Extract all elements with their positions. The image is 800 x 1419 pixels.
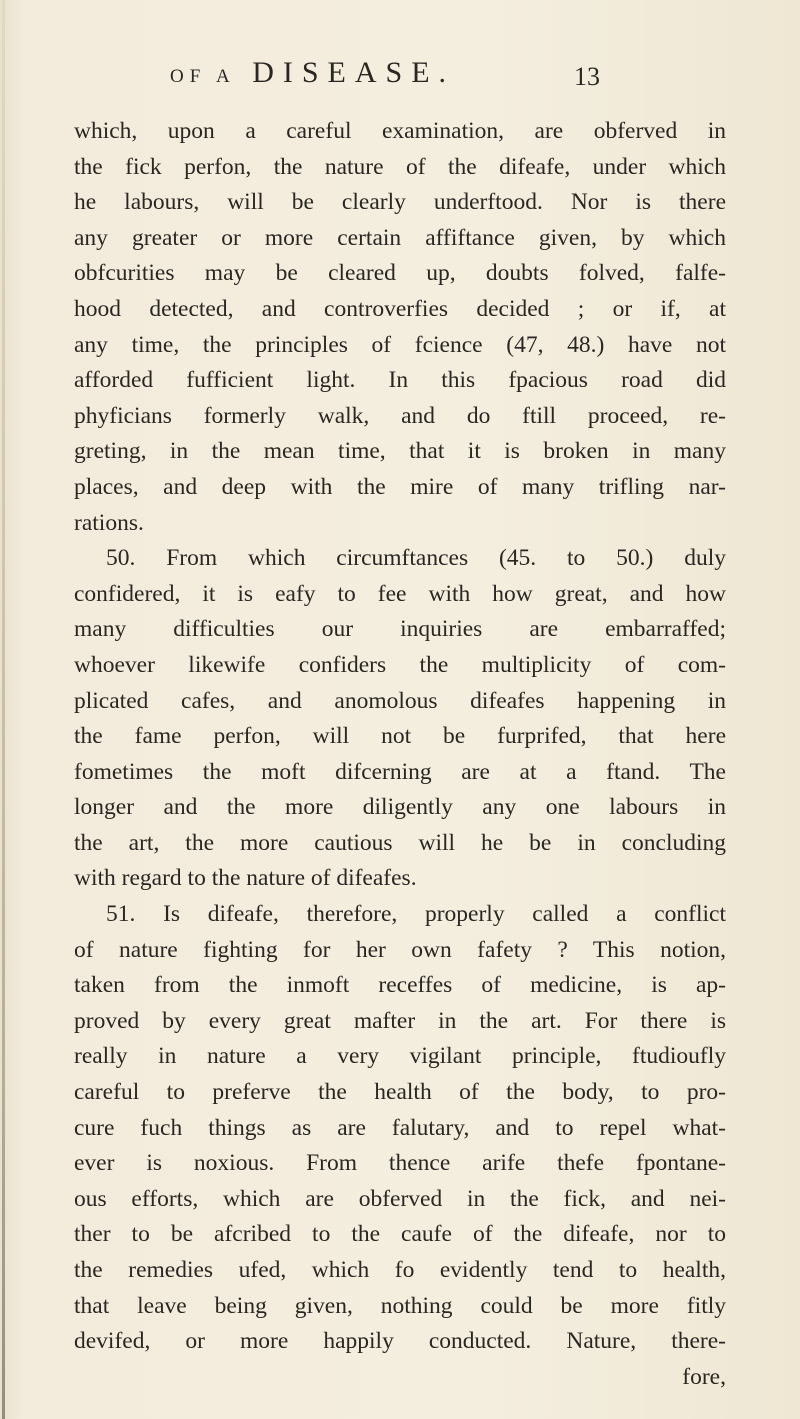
page-gutter-edge — [2, 0, 5, 1419]
text-line: phyficians formerly walk, and do ftill proceed, re- — [74, 402, 726, 429]
text-line: obfcurities may be cleared up, doubts folved, falfe- — [74, 260, 726, 287]
text-line: the fick perfon, the nature of the difeafe, under which — [74, 153, 726, 180]
text-line: any greater or more certain affiftance given, by which — [74, 224, 726, 251]
text-line: devifed, or more happily conducted. Nature, there- — [74, 1328, 726, 1355]
text-line: proved by every great mafter in the art. For there is — [74, 1007, 726, 1034]
text-line: ous efforts, which are obferved in the fick, and nei- — [74, 1185, 726, 1212]
running-head-main: DISEASE. — [252, 56, 456, 89]
body-text — [74, 114, 726, 1395]
text-line: the art, the more cautious will he be in concluding — [74, 829, 726, 856]
text-line: that leave being given, nothing could be more fitly — [74, 1292, 726, 1319]
paragraph-51-start: 51. Is difeafe, therefore, properly called a conflict — [106, 901, 726, 928]
paragraph-50-start: 50. From which circumftances (45. to 50.) duly — [106, 545, 726, 572]
running-head — [170, 56, 630, 96]
text-line: taken from the inmoft receffes of medicine, is ap- — [74, 972, 726, 999]
text-line: he labours, will be clearly underftood. Nor is there — [74, 189, 726, 216]
text-line: places, and deep with the mire of many trifling nar- — [74, 473, 726, 500]
text-line: really in nature a very vigilant principle, ftudioufly — [74, 1043, 726, 1070]
text-line: of nature fighting for her own fafety ? This notion, — [74, 936, 726, 963]
text-line: with regard to the nature of difeafes. — [74, 865, 417, 892]
text-line: which, upon a careful examination, are obferved in — [74, 118, 726, 144]
text-line: longer and the more diligently any one labours in — [74, 794, 726, 821]
text-line: greting, in the mean time, that it is broken in many — [74, 438, 726, 465]
page-number: 13 — [574, 62, 600, 91]
text-line: careful to preferve the health of the body, to pro- — [74, 1079, 726, 1106]
text-line: the remedies ufed, which fo evidently tend to health, — [74, 1257, 726, 1283]
text-line: cure fuch things as are falutary, and to repel what- — [74, 1114, 726, 1141]
text-line: whoever likewife confiders the multiplicity of com- — [74, 651, 726, 678]
text-line: ther to be afcribed to the caufe of the difeafe, nor to — [74, 1221, 726, 1248]
running-head-prefix: OF A — [170, 66, 236, 87]
text-line: many difficulties our inquiries are embarraffed; — [74, 616, 726, 643]
text-line: fometimes the moft difcerning are at a ftand. The — [74, 758, 726, 785]
text-line: the fame perfon, will not be furprifed, that here — [74, 723, 726, 750]
text-line: hood detected, and controverfies decided ; or if, at — [74, 295, 726, 322]
text-line: afforded fufficient light. In this fpacious road did — [74, 367, 726, 394]
running-head-title — [170, 56, 455, 90]
catchword: fore, — [682, 1363, 726, 1390]
text-line: confidered, it is eafy to fee with how great, and how — [74, 580, 726, 607]
text-line: ever is noxious. From thence arife thefe fpontane- — [74, 1150, 726, 1177]
text-line: plicated cafes, and anomolous difeafes happening in — [74, 687, 726, 714]
text-line: rations. — [74, 509, 144, 536]
text-line: any time, the principles of fcience (47, 48.) have not — [74, 331, 726, 358]
